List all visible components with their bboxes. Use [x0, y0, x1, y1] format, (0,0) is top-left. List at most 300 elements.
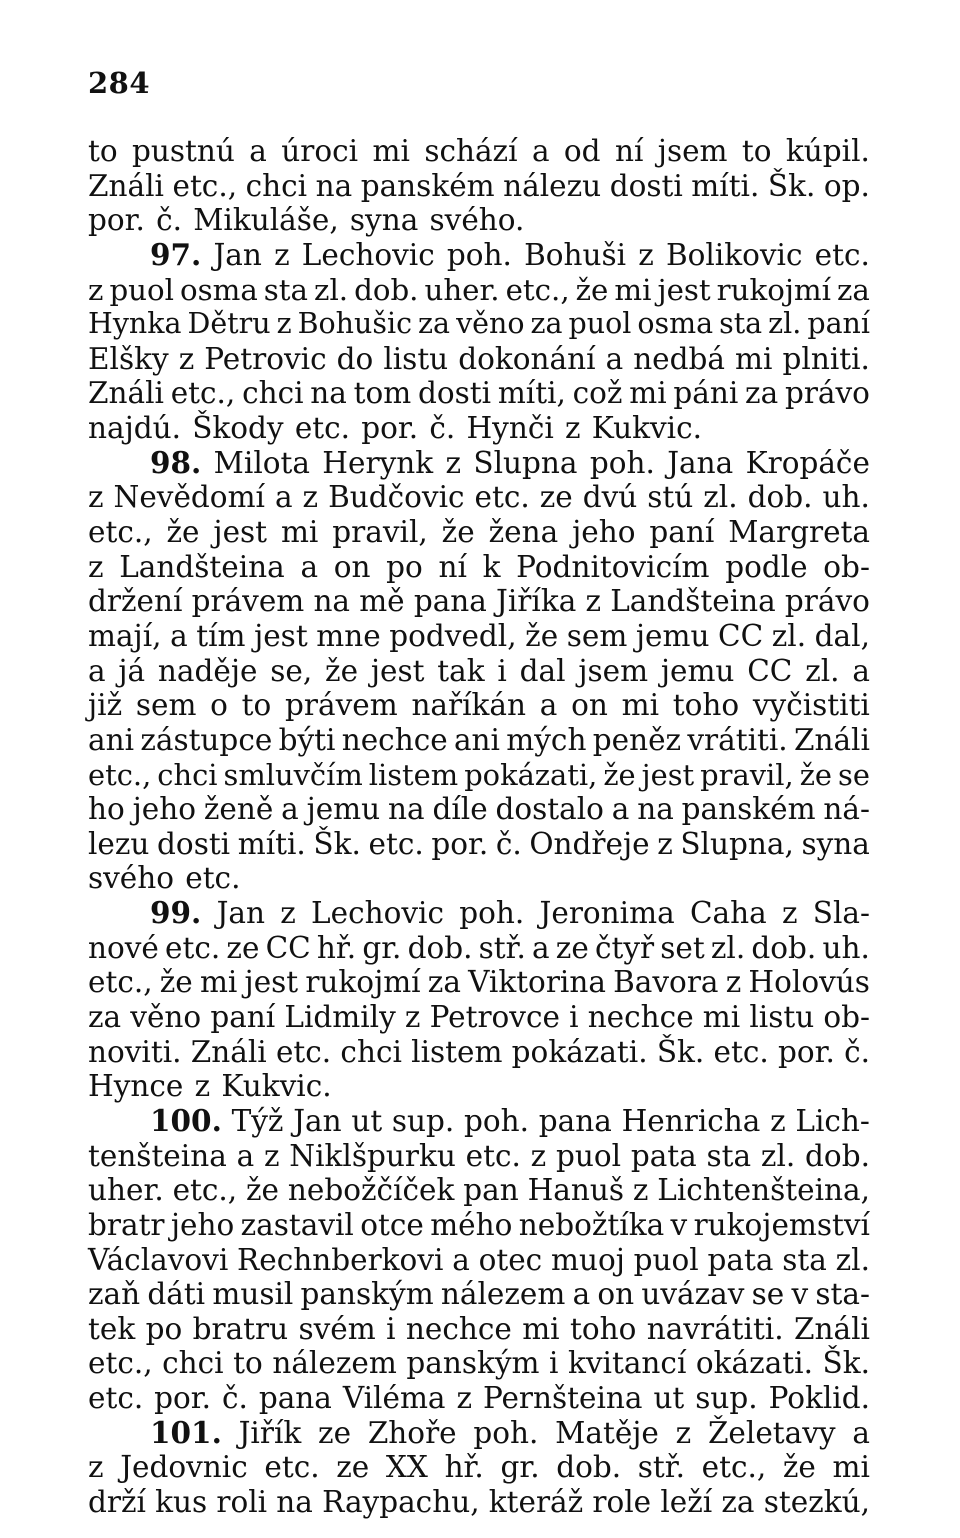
word: že: [782, 1450, 816, 1485]
word: ho: [88, 792, 125, 827]
word: z: [178, 341, 195, 376]
entry-number: 98.: [150, 444, 202, 480]
word: pata: [630, 1138, 697, 1173]
word: Lidmily: [284, 1000, 396, 1035]
word: leží: [660, 1484, 713, 1519]
word: Petrovce: [429, 1000, 560, 1035]
word: ze: [226, 930, 260, 965]
word: smluvčím: [223, 757, 363, 792]
word: etc.,: [88, 757, 152, 792]
word: tak: [437, 653, 485, 688]
word: Jan: [213, 237, 262, 272]
word: Želetavy: [707, 1415, 836, 1450]
word: stř.: [637, 1450, 685, 1485]
page: [88, 0, 870, 1538]
word: ze: [555, 930, 589, 965]
word: ut: [653, 1381, 685, 1416]
word: dal: [519, 653, 566, 688]
word: on: [571, 688, 608, 723]
word: jeho: [170, 1207, 235, 1242]
word: za: [745, 376, 779, 411]
word: poh.: [459, 896, 525, 931]
word: nové: [88, 930, 159, 965]
word: role: [592, 1484, 652, 1519]
word: Jeronima: [539, 896, 675, 931]
word: mi: [621, 688, 660, 723]
word: míti,: [497, 376, 566, 411]
text-line: [88, 792, 870, 827]
word: z: [638, 237, 654, 272]
word: stř.: [478, 930, 526, 965]
text-line: [88, 1485, 870, 1520]
word: dvú: [582, 480, 638, 515]
word: jemu: [660, 653, 735, 688]
word: jest: [213, 515, 268, 550]
word: Jan: [216, 896, 265, 931]
word: jeho: [572, 515, 636, 550]
word: Poklid.: [768, 1381, 870, 1416]
word: uvázav: [641, 1277, 745, 1312]
word: býti: [278, 722, 336, 757]
word: z: [632, 1173, 649, 1208]
word: etc.: [474, 480, 530, 515]
word: z: [276, 307, 292, 341]
word: zástupce: [140, 722, 273, 757]
word: podle: [725, 549, 808, 584]
word: míti.: [691, 168, 760, 203]
word: míti.: [237, 826, 306, 861]
word: do: [336, 341, 374, 376]
word: pan: [463, 1173, 519, 1208]
word: ob-: [823, 1000, 870, 1035]
page-number: 284: [88, 66, 151, 100]
word: já: [118, 653, 146, 688]
word: syna: [349, 203, 419, 238]
word: etc.,: [701, 1450, 767, 1485]
word: dáti: [147, 1277, 206, 1312]
word: Jana: [667, 445, 734, 480]
word: ze: [539, 480, 573, 515]
text-line: [88, 1416, 870, 1451]
word: Ználi: [88, 168, 164, 203]
word: pravil,: [332, 515, 428, 550]
word: pata: [707, 1242, 774, 1277]
word: Mikuláše,: [193, 203, 339, 238]
word: jest: [370, 653, 425, 688]
word: uher.: [424, 272, 500, 307]
text-line: [88, 723, 870, 758]
word: držení: [88, 584, 183, 619]
word: Slupna,: [680, 826, 794, 861]
word: se,: [270, 653, 313, 688]
text-line: [88, 169, 870, 204]
word: nedbá: [633, 341, 726, 376]
word: Ználi: [190, 1034, 267, 1069]
word: panském: [681, 792, 816, 827]
word: uher.: [88, 1173, 164, 1208]
word: CC: [747, 653, 793, 688]
word: dob.: [747, 480, 813, 515]
word: z: [404, 1000, 421, 1035]
word: zastavil: [240, 1207, 354, 1242]
word: sta: [263, 272, 309, 307]
text-body: [88, 134, 870, 1520]
word: poh.: [446, 237, 512, 272]
word: rukojemství: [693, 1207, 870, 1242]
word: listu: [749, 1000, 815, 1035]
word: za: [837, 272, 870, 307]
word: Landšteina: [119, 549, 285, 584]
word: z: [88, 272, 104, 307]
word: to: [233, 1346, 263, 1381]
word: jemu: [635, 618, 710, 653]
text-line: [88, 965, 870, 1000]
word: ut: [351, 1103, 383, 1138]
word: Pernšteina: [482, 1381, 643, 1416]
word: z: [565, 411, 581, 446]
word: sta: [782, 1242, 827, 1277]
word: on: [333, 549, 371, 584]
word: na: [310, 376, 347, 411]
entry-number: 101.: [150, 1414, 222, 1450]
word: Caha: [689, 896, 767, 931]
word: mne: [316, 618, 381, 653]
word: žena: [488, 515, 559, 550]
word: a: [274, 480, 293, 515]
text-line: [88, 1035, 870, 1070]
word: mě: [359, 584, 405, 619]
word: Václavovi: [88, 1242, 229, 1277]
word: Herynk: [322, 445, 434, 480]
word: etc.: [88, 1381, 144, 1416]
word: a: [249, 134, 267, 168]
word: z: [770, 1103, 786, 1138]
word: z: [725, 965, 742, 1000]
entry-number: 97.: [150, 236, 202, 272]
word: Ondřeje: [529, 826, 650, 861]
word: chci: [245, 168, 308, 203]
word: sta: [706, 1138, 752, 1173]
word: toho: [672, 688, 740, 723]
text-line: [88, 1069, 870, 1104]
word: že: [575, 272, 609, 307]
word: sem: [566, 618, 628, 653]
word: Týž: [231, 1103, 284, 1138]
word: zl.: [768, 307, 802, 341]
word: jemu: [306, 792, 381, 827]
word: Ználi: [793, 1311, 870, 1346]
word: v: [670, 1207, 688, 1242]
word: Raypachu,: [322, 1484, 480, 1519]
word: a: [572, 1277, 591, 1312]
word: etc.,: [170, 376, 236, 411]
word: najdú.: [88, 411, 181, 446]
word: tím: [196, 618, 246, 653]
word: ní: [614, 134, 644, 168]
word: pravil,: [700, 757, 794, 792]
word: puol: [109, 272, 174, 307]
word: na: [637, 792, 674, 827]
text-line: [88, 1243, 870, 1278]
word: peněz: [592, 722, 682, 757]
word: poh.: [473, 1415, 539, 1450]
word: Bohušic: [297, 307, 413, 341]
word: panským: [300, 1277, 434, 1312]
word: jeho: [132, 792, 196, 827]
text-line: [88, 1173, 870, 1208]
word: panským: [406, 1346, 540, 1381]
word: mi: [372, 134, 410, 168]
word: Podnitovicím: [516, 549, 710, 584]
word: č.: [495, 826, 522, 861]
word: ani: [453, 722, 500, 757]
word: zl.: [710, 930, 746, 965]
word: z: [280, 896, 296, 931]
word: lezu: [88, 826, 150, 861]
word: z: [88, 480, 104, 515]
text-line: [88, 1104, 870, 1139]
word: dosti: [609, 168, 683, 203]
word: mi: [280, 515, 319, 550]
word: etc.,: [88, 1346, 153, 1381]
text-line: [88, 342, 870, 377]
word: Petrovic: [204, 341, 327, 376]
word: z: [194, 1069, 211, 1104]
word: mého: [430, 1207, 513, 1242]
word: listem: [368, 757, 459, 792]
word: mi: [199, 965, 238, 1000]
word: z: [456, 1381, 472, 1416]
word: již: [88, 688, 123, 723]
word: i: [549, 1346, 559, 1381]
word: jest: [254, 618, 308, 653]
word: právem: [191, 584, 305, 619]
word: čtyř: [594, 930, 655, 965]
word: že: [603, 757, 636, 792]
word: Hynka: [88, 307, 182, 341]
word: zl.: [805, 653, 840, 688]
word: z: [530, 1138, 547, 1173]
word: že: [799, 757, 833, 792]
word: mi: [832, 1450, 870, 1485]
word: to: [88, 134, 118, 168]
word: chci: [157, 757, 218, 792]
word: schází: [424, 134, 518, 168]
word: etc.: [185, 861, 241, 896]
word: věno: [130, 1000, 202, 1035]
word: a: [852, 1415, 870, 1450]
word: Rechnberkovi: [237, 1242, 444, 1277]
word: se: [751, 1277, 785, 1312]
word: hř.: [444, 1450, 484, 1485]
word: že: [166, 515, 200, 550]
word: z: [585, 584, 602, 619]
word: Škody: [192, 411, 284, 446]
word: k: [482, 549, 501, 584]
word: dob.: [751, 930, 817, 965]
word: páni: [673, 376, 739, 411]
word: set: [660, 930, 705, 965]
word: to: [241, 688, 272, 723]
word: Šk.: [822, 1346, 870, 1381]
word: panském: [360, 168, 495, 203]
word: Viktorina: [468, 965, 606, 1000]
text-line: [88, 307, 870, 342]
word: po: [145, 1311, 183, 1346]
word: chci: [242, 376, 304, 411]
word: por.: [88, 203, 145, 238]
word: nechce: [405, 1311, 512, 1346]
text-line: [88, 273, 870, 308]
word: etc.: [814, 237, 870, 272]
word: nálezem: [440, 1277, 566, 1312]
word: nechce: [341, 722, 448, 757]
word: za: [427, 965, 461, 1000]
word: a: [300, 549, 319, 584]
word: kteráž: [488, 1484, 584, 1519]
word: paní: [649, 515, 715, 550]
word: uh.: [822, 480, 870, 515]
word: úroci: [281, 134, 359, 168]
word: etc.: [368, 826, 424, 861]
word: XX: [385, 1450, 428, 1485]
word: Bohuši: [524, 237, 627, 272]
word: Matěje: [555, 1415, 659, 1450]
word: etc.: [275, 1034, 332, 1069]
word: za: [530, 307, 563, 341]
word: etc.,: [172, 168, 238, 203]
word: a: [452, 1242, 470, 1277]
word: sta: [719, 307, 763, 341]
word: z: [263, 1138, 280, 1173]
word: jsem: [578, 653, 649, 688]
word: to: [741, 134, 772, 168]
word: a: [170, 618, 188, 653]
text-line: [88, 1139, 870, 1174]
word: roli: [216, 1484, 268, 1519]
word: věno: [456, 307, 525, 341]
word: Kukvic.: [591, 411, 703, 446]
text-line: [88, 411, 870, 446]
word: gr.: [500, 1450, 540, 1485]
word: sem: [135, 688, 197, 723]
word: na: [276, 1484, 313, 1519]
word: paní: [210, 1000, 276, 1035]
word: sup.: [695, 1381, 758, 1416]
word: Lechovic: [311, 896, 444, 931]
word: z: [274, 237, 290, 272]
word: drží: [88, 1484, 146, 1519]
word: rukojmí: [305, 965, 421, 1000]
word: svého.: [429, 203, 525, 238]
word: pana: [538, 1103, 612, 1138]
word: dosti: [157, 826, 231, 861]
word: a: [539, 688, 558, 723]
word: Milota: [213, 445, 310, 480]
word: sup.: [391, 1103, 455, 1138]
word: ob-: [823, 549, 870, 584]
word: z: [302, 480, 319, 515]
word: že: [246, 1173, 280, 1208]
word: nebožtíka: [518, 1207, 665, 1242]
word: kus: [155, 1484, 208, 1519]
word: dob.: [805, 1138, 870, 1173]
word: zl.: [760, 1138, 796, 1173]
word: zl.: [314, 272, 349, 307]
word: etc.: [294, 411, 351, 446]
word: Jiřík: [238, 1415, 302, 1450]
word: por.: [431, 826, 489, 861]
text-line: [88, 134, 870, 169]
word: od: [563, 134, 601, 168]
word: rukojmí: [716, 272, 831, 307]
text-line: [88, 1346, 870, 1381]
word: Ználi: [793, 722, 870, 757]
word: tek: [88, 1311, 136, 1346]
word: plniti.: [782, 341, 870, 376]
text-line: [88, 376, 870, 411]
word: naděje: [157, 653, 258, 688]
word: ná-: [823, 792, 870, 827]
entry-number: 99.: [150, 895, 202, 931]
word: Dětru: [187, 307, 271, 341]
word: po: [386, 549, 423, 584]
word: etc.: [165, 930, 221, 965]
word: i: [386, 1311, 396, 1346]
word: CC: [718, 618, 764, 653]
word: z: [445, 445, 462, 480]
word: Lich-: [795, 1103, 870, 1138]
text-line: [88, 550, 870, 585]
word: a: [852, 653, 870, 688]
text-line: [88, 758, 870, 793]
word: CC: [265, 930, 311, 965]
word: že: [525, 618, 559, 653]
word: por.: [361, 411, 419, 446]
word: okázati.: [695, 1346, 813, 1381]
word: etc.: [465, 1138, 521, 1173]
text-line: [88, 515, 870, 550]
word: že: [441, 515, 475, 550]
word: otce: [360, 1207, 424, 1242]
word: jest: [657, 272, 711, 307]
text-line: [88, 1312, 870, 1347]
word: chci: [162, 1346, 224, 1381]
word: Lechovic: [301, 237, 435, 272]
word: bratr: [88, 1207, 165, 1242]
word: Hynči: [466, 411, 554, 446]
word: etc.: [264, 1450, 320, 1485]
entry-number: 100.: [150, 1102, 222, 1138]
word: osma: [637, 307, 714, 341]
word: poh.: [589, 445, 655, 480]
word: stú: [647, 480, 694, 515]
word: etc.,: [172, 1173, 238, 1208]
word: a: [281, 792, 299, 827]
word: ani: [88, 722, 135, 757]
word: Slupna: [473, 445, 578, 480]
word: uh.: [822, 930, 870, 965]
word: což: [572, 376, 623, 411]
word: toho: [569, 1311, 637, 1346]
word: Kropáče: [745, 445, 870, 480]
word: Zhoře: [367, 1415, 457, 1450]
word: č.: [844, 1034, 870, 1069]
word: por.: [154, 1381, 212, 1416]
word: gr.: [362, 930, 402, 965]
word: Šk.: [313, 826, 361, 861]
word: etc.,: [88, 515, 153, 550]
